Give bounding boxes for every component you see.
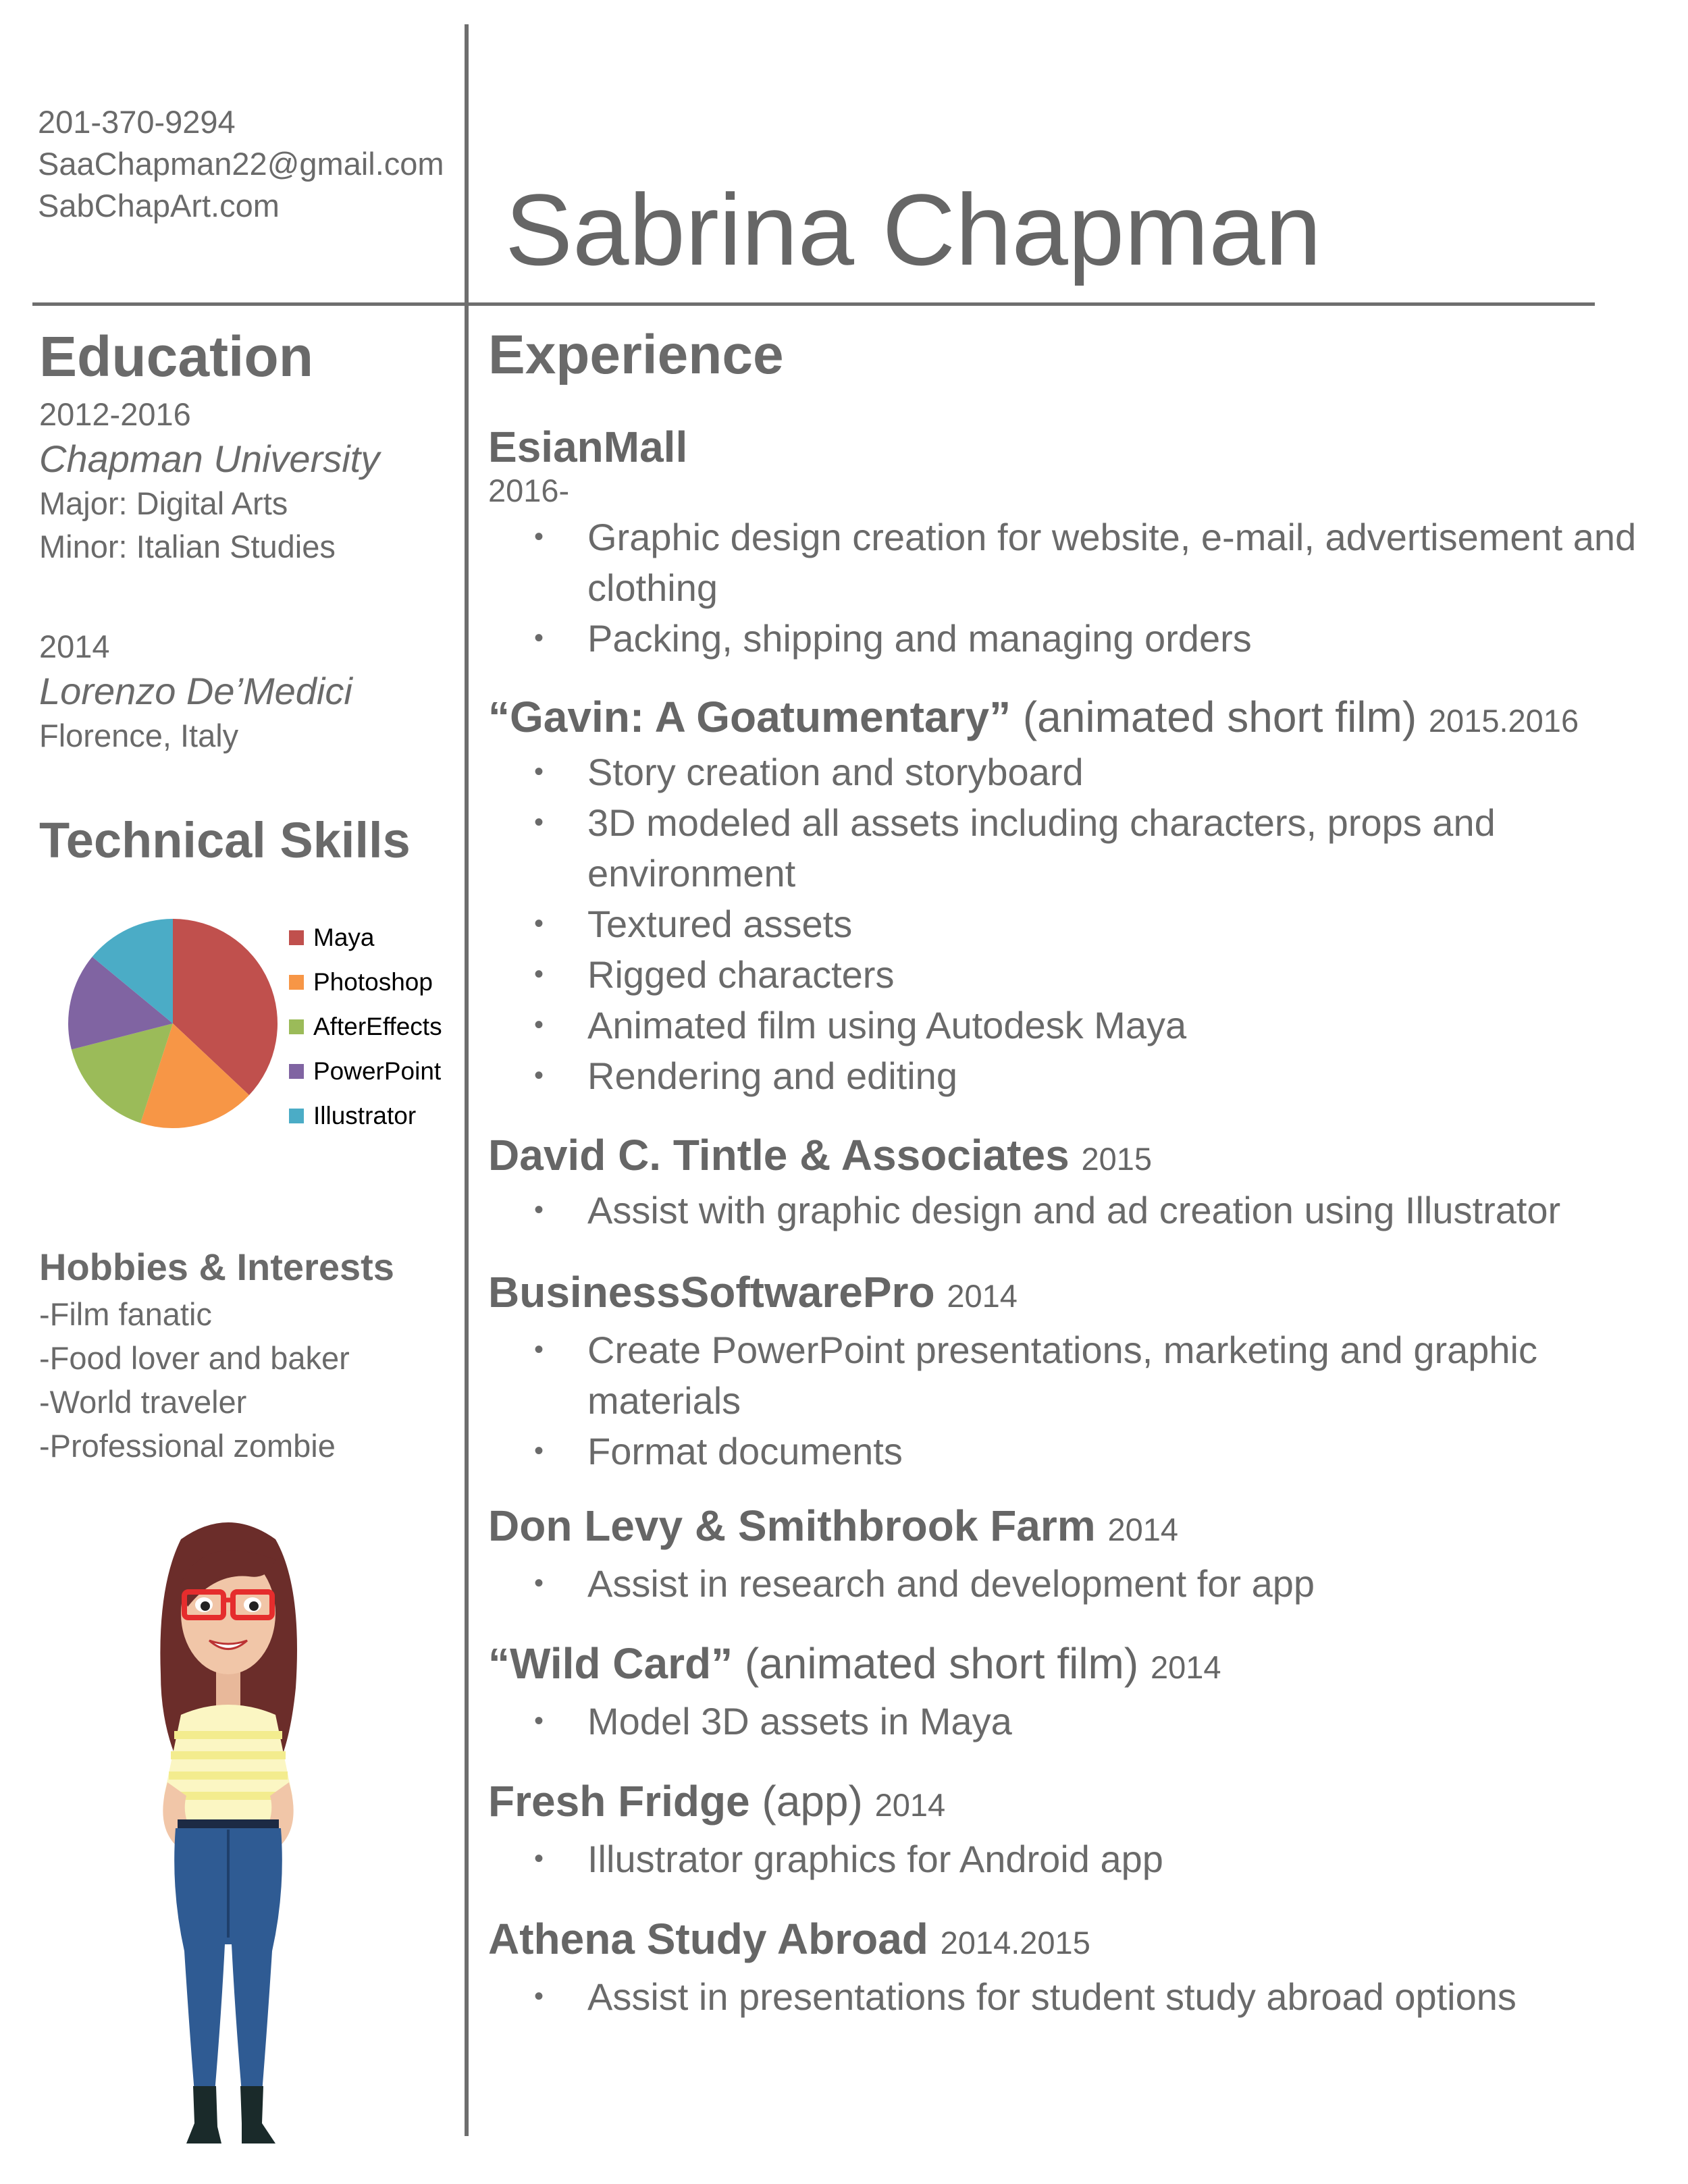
job-bullet: • Packing, shipping and managing orders (488, 613, 1663, 664)
horizontal-divider (32, 302, 1595, 306)
legend-label: Photoshop (313, 968, 433, 996)
job-bullet: • Animated film using Autodesk Maya (488, 1000, 1663, 1050)
education-years: 2014 (39, 629, 110, 664)
job-bullet: • Graphic design creation for website, e-mail, advertisement and clothing (488, 512, 1663, 613)
job-bullet: • Create PowerPoint presentations, marketing and graphic materials (488, 1325, 1663, 1426)
job-kind: (app) (762, 1777, 863, 1826)
job-entry (488, 1776, 1663, 1884)
legend-item (289, 1049, 442, 1094)
legend-label: PowerPoint (313, 1057, 442, 1085)
company-name: “Gavin: A Goatumentary” (488, 693, 1011, 741)
legend-item (289, 1005, 442, 1049)
job-bullet: • Assist in research and development for app (488, 1558, 1663, 1609)
job-bullet: • Rendering and editing (488, 1050, 1663, 1101)
legend-label: AfterEffects (313, 1013, 442, 1040)
company-name: “Wild Card” (488, 1639, 733, 1688)
hobby-item: -Film fanatic (39, 1296, 212, 1332)
job-bullet: • Model 3D assets in Maya (488, 1696, 1663, 1747)
avatar-illustration (134, 1512, 323, 2147)
job-entry (488, 1267, 1663, 1476)
job-year: 2014 (947, 1278, 1018, 1314)
school-name: Lorenzo De’Medici (39, 670, 352, 712)
job-bullet: • Assist with graphic design and ad creation using Illustrator (488, 1185, 1663, 1235)
legend-label: Illustrator (313, 1102, 417, 1129)
education-detail: Minor: Italian Studies (39, 529, 336, 564)
phone-number: 201-370-9294 (38, 104, 236, 140)
job-year: 2014 (874, 1787, 946, 1823)
company-name: David C. Tintle & Associates (488, 1131, 1070, 1179)
legend-item (289, 915, 442, 960)
job-entry (488, 1913, 1663, 2022)
legend-swatch (289, 1019, 304, 1034)
hobbies-heading: Hobbies & Interests (39, 1246, 394, 1288)
job-entry (488, 1500, 1663, 1609)
company-name: Fresh Fridge (488, 1777, 750, 1826)
job-kind: (animated short film) (744, 1639, 1139, 1688)
hobby-item: -Food lover and baker (39, 1340, 350, 1376)
job-bullet: • Rigged characters (488, 949, 1663, 1000)
legend-item (289, 960, 442, 1005)
legend-item (289, 1094, 442, 1138)
job-kind: (animated short film) (1022, 693, 1417, 741)
education-heading: Education (39, 325, 314, 388)
contact-block (38, 101, 444, 227)
job-entry (488, 1129, 1663, 1235)
job-year: 2016- (488, 473, 570, 508)
experience-heading: Experience (488, 324, 784, 385)
job-entry (488, 1638, 1663, 1747)
technical-skills-heading: Technical Skills (39, 812, 411, 868)
job-year: 2014 (1107, 1512, 1179, 1547)
job-year: 2014.2015 (940, 1925, 1090, 1961)
job-entry (488, 691, 1663, 1101)
education-detail: Major: Digital Arts (39, 485, 288, 521)
company-name: BusinessSoftwarePro (488, 1268, 935, 1316)
legend-swatch (289, 975, 304, 990)
chart-legend (289, 915, 442, 1138)
hobbies-list (39, 1292, 451, 1468)
legend-swatch (289, 1064, 304, 1079)
company-name: Don Levy & Smithbrook Farm (488, 1501, 1096, 1550)
education-entry (39, 393, 451, 568)
hobby-item: -World traveler (39, 1384, 247, 1420)
education-entry (39, 625, 451, 757)
education-years: 2012-2016 (39, 396, 191, 432)
job-bullet: • Textured assets (488, 899, 1663, 949)
legend-swatch (289, 1109, 304, 1123)
pie-chart-svg (65, 915, 281, 1131)
email-address: SaaChapman22@gmail.com (38, 146, 444, 182)
website: SabChapArt.com (38, 188, 280, 223)
job-bullet: • Format documents (488, 1426, 1663, 1476)
education-detail: Florence, Italy (39, 718, 239, 753)
company-name: Athena Study Abroad (488, 1915, 928, 1963)
job-bullet: • Assist in presentations for student study abroad options (488, 1971, 1663, 2022)
job-entry (488, 421, 1663, 664)
job-year: 2015.2016 (1428, 703, 1579, 739)
candidate-name: Sabrina Chapman (505, 173, 1322, 286)
vertical-divider (465, 24, 469, 2136)
legend-label: Maya (313, 924, 375, 951)
job-bullet: • Illustrator graphics for Android app (488, 1834, 1663, 1884)
company-name: EsianMall (488, 423, 688, 471)
job-bullet: • Story creation and storyboard (488, 747, 1663, 797)
job-year: 2015 (1081, 1141, 1153, 1177)
job-bullet: • 3D modeled all assets including characters, props and environment (488, 797, 1663, 899)
skills-pie-chart (65, 915, 281, 1131)
legend-swatch (289, 930, 304, 945)
school-name: Chapman University (39, 437, 380, 480)
hobby-item: -Professional zombie (39, 1428, 336, 1464)
job-year: 2014 (1150, 1649, 1221, 1685)
